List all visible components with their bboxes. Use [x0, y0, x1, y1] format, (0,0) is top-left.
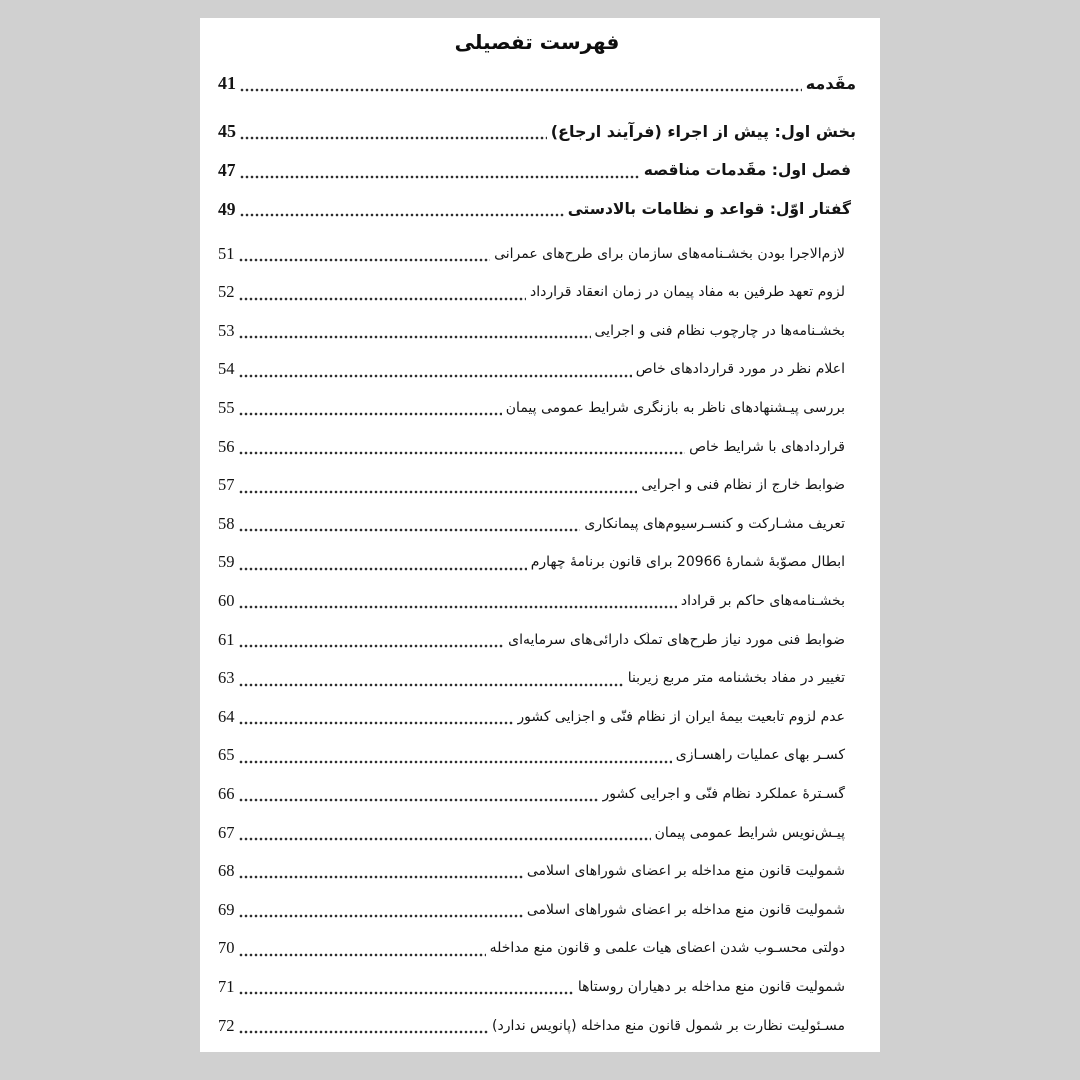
toc-entry: [218, 427, 856, 466]
toc-entry-page-number: 56: [218, 436, 235, 456]
toc-entry-page-number: 47: [218, 159, 236, 180]
toc-entry-label: گسـترهٔ عملکرد نظام فنّی و اجرایی کشور: [602, 785, 845, 802]
dotted-leader: [239, 644, 505, 648]
toc-entry-page-number: 72: [218, 1015, 235, 1035]
dotted-leader: [240, 88, 802, 92]
toc-entry-page-number: 45: [218, 121, 236, 142]
toc-entry: [218, 890, 856, 929]
toc-entry-page-number: 55: [218, 398, 235, 418]
toc-entry-label: اعلام نظر در مورد قراردادهای خاص: [635, 361, 845, 378]
dotted-leader: [239, 258, 491, 262]
toc-entry: [218, 1006, 856, 1045]
toc-entry-page-number: 71: [218, 976, 235, 996]
toc-entry: [218, 620, 856, 659]
toc-entry-page-number: 65: [218, 745, 235, 765]
toc-entry-page-number: 57: [218, 475, 235, 495]
toc-entry: [218, 113, 856, 152]
toc-entry-label: ضوابط فنی مورد نیاز طرح‌های تملّک دارائی‌های سرمایه‌ای: [508, 631, 845, 648]
toc-entry-page-number: 49: [218, 198, 236, 219]
toc-entry-label: قراردادهای با شرایط خاص: [689, 438, 845, 455]
toc-entry-label: مقَدمه: [805, 73, 856, 93]
toc-entry-page-number: 60: [218, 591, 235, 611]
toc-entry-label: لزوم تعهد طرفین به مفاد پیمان در زمان انعقاد قرارداد: [530, 284, 845, 301]
toc-entry: [218, 389, 856, 428]
dotted-leader: [239, 721, 514, 725]
toc-entry-label: بررسی پیـشنهادهای ناظر به بازنگری شرایط عمومی پیمان: [505, 400, 845, 417]
toc-entry-label: عدم لزوم تابعیت بیمهٔ ایران از نظام فنّی و اجزایی کشور: [517, 708, 845, 725]
dotted-leader: [239, 683, 624, 687]
toc-entry-page-number: 69: [218, 899, 235, 919]
toc-entry-page-number: 58: [218, 513, 235, 533]
dotted-leader: [239, 335, 591, 339]
toc-entry: [218, 775, 856, 814]
toc-entry: [218, 698, 856, 737]
toc-entry-label: گفتار اوّل: قواعد و نظامات بالادستی: [567, 200, 851, 219]
toc-entry-page-number: 41: [218, 72, 236, 93]
toc-entry: [218, 852, 856, 891]
toc-entry: [218, 813, 856, 852]
dotted-leader: [239, 837, 651, 841]
dotted-leader: [239, 297, 527, 301]
dotted-leader: [239, 760, 672, 764]
toc-entry: [218, 736, 856, 775]
toc-entry-page-number: 64: [218, 706, 235, 726]
toc-entry-label: ابطال مصوّبهٔ شمارهٔ 20966 برای قانون برنامهٔ چهارم: [530, 554, 845, 571]
dotted-leader: [239, 528, 581, 532]
toc-entry-label: دولتی محسـوب شدن اعضای هیات علمی و قانون منع مداخله: [489, 940, 845, 957]
toc-entry-page-number: 70: [218, 938, 235, 958]
toc-entry-label: ضوابط خارج از نظام فنی و اجرایی: [641, 477, 845, 494]
toc-entry-label: تغییر در مفاد بخشنامه متر مربع زیربنا: [627, 670, 845, 687]
toc-entry-label: بخش اول: پیش از اجراء (فرآیند ارجاع): [550, 122, 856, 142]
dotted-leader: [239, 991, 574, 995]
toc-entry: [218, 659, 856, 698]
toc-entry-label: مسـئولیت نظارت بر شمول قانون منع مداخله (پانویس ندارد): [492, 1017, 845, 1034]
toc-entry: [218, 929, 856, 968]
toc-entry: [218, 312, 856, 351]
toc-entry-page-number: 63: [218, 668, 235, 688]
toc-entry: [218, 350, 856, 389]
dotted-leader: [239, 798, 599, 802]
toc-entry: [218, 582, 856, 621]
toc-entry: [218, 466, 856, 505]
dotted-leader: [239, 605, 677, 609]
dotted-leader: [239, 875, 523, 879]
toc-entry-page-number: 54: [218, 359, 235, 379]
toc-entry-label: شمولیت قانون منع مداخله بر اعضای شوراهای اسلامی: [526, 863, 845, 880]
document-page: [200, 18, 880, 1052]
toc-entry: [218, 968, 856, 1007]
dotted-leader: [239, 490, 638, 494]
dotted-leader: [239, 914, 523, 918]
toc-entry: [218, 543, 856, 582]
toc-entry-label: کسـر بهای عملیات راهسـازی: [675, 747, 845, 764]
toc-entry-label: لازم‌الاجرا بودن بخشـنامه‌های سازمان برای طرح‌های عمرانی: [494, 245, 845, 262]
toc-entry: [218, 234, 856, 273]
toc-entry-label: شمولیت قانون منع مداخله بر دهیاران روستاها: [577, 978, 845, 995]
toc-entry-label: بخشـنامه‌ها در چارچوب نظام فنی و اجرایی: [594, 322, 845, 339]
toc-list: [218, 64, 856, 1045]
dotted-leader: [239, 451, 686, 455]
dotted-leader: [239, 1030, 489, 1034]
dotted-leader: [240, 136, 547, 140]
toc-entry-page-number: 67: [218, 822, 235, 842]
dotted-leader: [240, 175, 640, 179]
dotted-leader: [239, 953, 486, 957]
toc-entry: [218, 64, 856, 103]
toc-entry: [218, 505, 856, 544]
toc-entry-page-number: 51: [218, 243, 235, 263]
toc-entry-page-number: 59: [218, 552, 235, 572]
page-title: فهرست تفصیلی: [454, 30, 620, 54]
toc-entry-label: شمولیت قانون منع مداخله بر اعضای شوراهای اسلامی: [526, 901, 845, 918]
toc-entry: [218, 190, 856, 229]
toc-entry-page-number: 66: [218, 783, 235, 803]
toc-entry: [218, 273, 856, 312]
toc-entry-page-number: 52: [218, 282, 235, 302]
toc-entry-label: پیـش‌نویس شرایط عمومی پیمان: [654, 824, 845, 841]
dotted-leader: [239, 412, 502, 416]
dotted-leader: [239, 567, 527, 571]
toc-entry-label: تعریف مشـارکت و کنسـرسیوم‌های پیمانکاری: [584, 515, 845, 532]
toc-entry-label: بخشـنامه‌های حاکم بر قراداد: [680, 593, 845, 610]
toc-entry-page-number: 61: [218, 629, 235, 649]
toc-entry-page-number: 53: [218, 320, 235, 340]
toc-entry: [218, 151, 856, 190]
toc-entry-page-number: 68: [218, 861, 235, 881]
dotted-leader: [239, 374, 632, 378]
toc-entry-label: فصل اول: مقَدمات مناقصه: [643, 161, 851, 180]
dotted-leader: [240, 213, 564, 217]
